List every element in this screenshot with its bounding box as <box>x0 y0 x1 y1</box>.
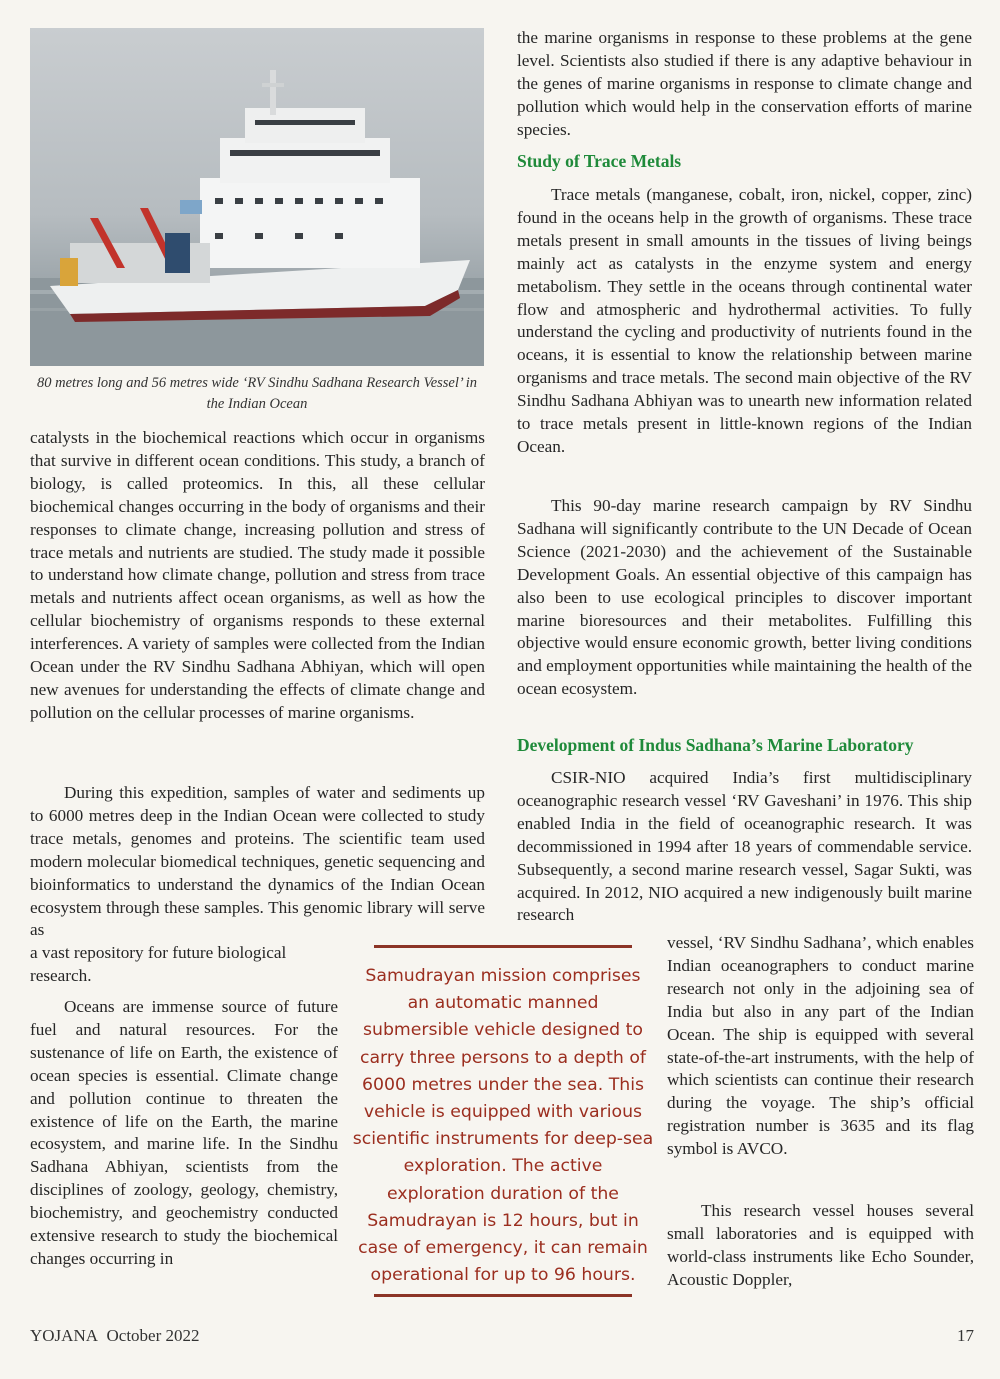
right-paragraph-3-continued: vessel, ‘RV Sindhu Sadhana’, which enables Indian oceanographers to conduct marine research not only in the adjoining sea of India but also in any part of the Indian Ocean. The ship is equipped with several state-of-the-art instruments, with the help of which scientists can continue their research during the voyage. The ship’s official registration number is 3635 and its flag symbol is AVCO. <box>667 933 974 1159</box>
pull-quote-bottom-rule <box>374 1294 632 1297</box>
ship-illustration <box>30 28 484 366</box>
left-paragraph-1: catalysts in the biochemical reactions which occur in organisms that survive in different ocean conditions. This study, a branch of biology, is called proteomics. In this, all these cellular biochemical changes occurring in the body of organisms and their responses to climate change, increasing pollution and stress of trace metals and nutrients are studied. The study made it possible to understand how climate change, pollution and stress from trace metals and nutrients affect ocean organisms, as well as how the cellular biochemistry of organisms responds to these external interferences. A variety of samples were collected from the Indian Ocean under the RV Sindhu Sadhana Abhiyan, which will open new avenues for understanding the effects of climate change and pollution on the cellular processes of marine organisms. <box>30 428 485 722</box>
right-paragraph-1: Trace metals (manganese, cobalt, iron, nickel, copper, zinc) found in the oceans help in the growth of organisms. These trace metals present in small amounts in the tissues of living beings mainly act as catalysts in the enzyme system and energy metabolism. They settle in the oceans through continental water flow and atmospheric and hydrothermal activities. To fully understand the cycling and productivity of nutrients found in the oceans, it is essential to know the relationship between marine organisms and trace metals. The second main objective of the RV Sindhu Sadhana Abhiyan was to unearth new information related to trace metals present in little-known regions of the Indian Ocean. <box>517 185 972 456</box>
pull-quote-text: Samudrayan mission comprises an automatic manned submersible vehicle designed to carry three persons to a depth of 6000 metres under the sea. This vehicle is equipped with various scientific instruments for deep-sea exploration. The active exploration duration of the Samudrayan is 12 hours, but in case of emergency, it can remain operational for up to 96 hours. <box>352 966 654 1286</box>
footer-publication <box>30 1326 200 1346</box>
page-number: 17 <box>957 1326 974 1345</box>
section-heading-trace-metals: Study of Trace Metals <box>517 151 682 171</box>
footer-magazine-name: YOJANA <box>30 1326 98 1345</box>
right-paragraph-4: This research vessel houses several small laboratories and is equipped with world-class instruments like Echo Sounder, Acoustic Doppler, <box>667 1201 974 1289</box>
right-paragraph-3: CSIR-NIO acquired India’s first multidisciplinary oceanographic research vessel ‘RV Gaveshani’ in 1976. This ship enabled India in the field of oceanographic research. It was decommissioned in 1994 after 18 years of commendable service. Subsequently, a second marine research vessel, Sagar Sukti, was acquired. In 2012, NIO acquired a new indigenously built marine research <box>517 768 972 925</box>
left-paragraph-3: Oceans are immense source of future fuel and natural resources. For the sustenance of life on Earth, the existence of ocean species is essential. Climate change and pollution continue to threaten the existence of life on the Earth, the marine ecosystem, and marine life. In the Sindhu Sadhana Abhiyan, scientists from the disciplines of zoology, geology, chemistry, biochemistry, and geochemistry conducted extensive research to study the biochemical changes occurring in <box>30 997 338 1268</box>
footer-issue: October 2022 <box>106 1326 200 1345</box>
left-paragraph-2: During this expedition, samples of water and sediments up to 6000 metres deep in the Indian Ocean were collected to study trace metals, genomes and proteins. The scientific team used modern molecular biomedical techniques, genetic sequencing and bioinformatics to understand the dynamics of the Indian Ocean ecosystem through these samples. This genomic library will serve as <box>30 783 485 940</box>
figure-caption: 80 metres long and 56 metres wide ‘RV Sindhu Sadhana Research Vessel’ in the Indian Ocean <box>36 375 478 412</box>
section-heading-marine-laboratory: Development of Indus Sadhana’s Marine Laboratory <box>517 735 914 755</box>
pull-quote-box <box>352 945 654 1297</box>
right-paragraph-0: the marine organisms in response to these problems at the gene level. Scientists also studied if there is any adaptive behaviour in the genes of marine organisms in response to climate change and pollution which would help in the conservation efforts of marine species. <box>517 28 972 139</box>
pull-quote-top-rule <box>374 945 632 948</box>
ship-photo <box>30 28 484 366</box>
right-paragraph-2: This 90-day marine research campaign by RV Sindhu Sadhana will significantly contribute to the UN Decade of Ocean Science (2021-2030) and the achievement of the Sustainable Development Goals. An essential objective of this campaign has also been to use ecological principles to discover important marine bioresources and their metabolites. Fulfilling this objective would ensure economic growth, better living conditions and employment opportunities while maintaining the health of the ocean ecosystem. <box>517 496 972 699</box>
left-paragraph-2-continued: a vast repository for future biological research. <box>30 943 287 985</box>
